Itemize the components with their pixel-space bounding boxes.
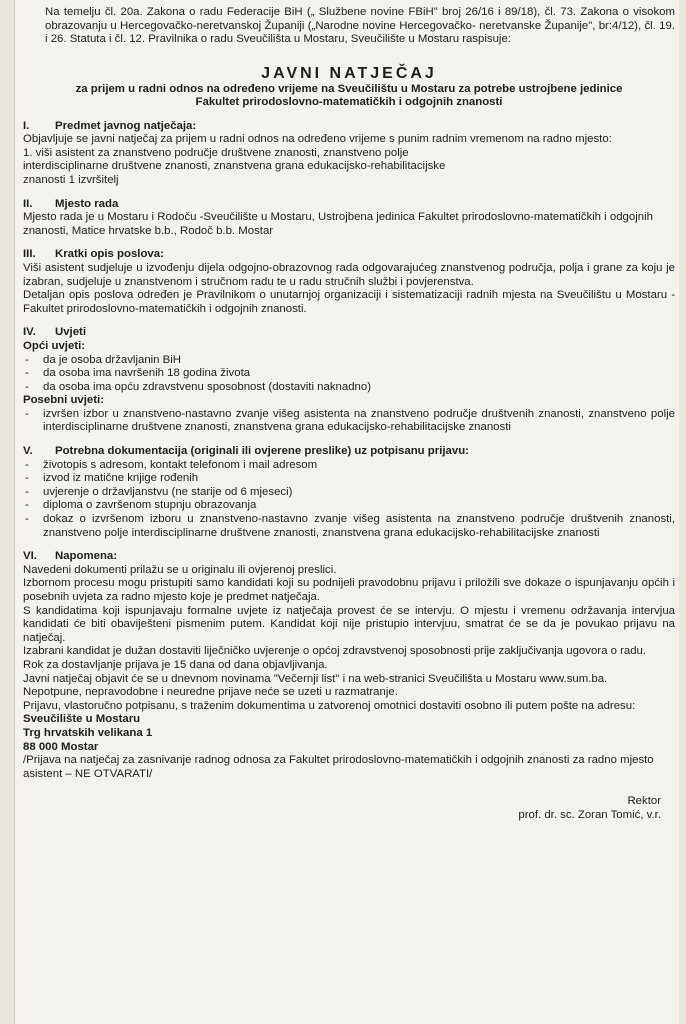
note-paragraph: Navedeni dokumenti prilažu se u originalu ili ovjerenoj preslici. <box>23 563 337 576</box>
note-paragraph: Javni natječaj objavit će se u dnevnom novinama "Večernji list" i na web-stranici Sveučilišta u Mostaru www.sum.ba. <box>23 672 608 685</box>
section-job-description <box>23 248 675 316</box>
note-paragraph: Izabrani kandidat je dužan dostaviti liječničko uvjerenje o općoj zdravstvenoj sposobnosti prije zaključivanja ugovora o radu. <box>23 645 647 658</box>
section-text: Detaljan opis poslova određen je Pravilnikom o unutarnjoj organizaciji i sistematizaciji radnih mjesta na Sveučilištu u Mostaru - Fakultet prirodoslovno-matematičkih i odgojnih znanosti. <box>23 289 675 315</box>
documents-list <box>23 459 675 541</box>
list-item: - dokaz o izvršenom izboru u znanstveno-nastavno zvanje višeg asistenta na znanstveno područje društvenih znanosti, znanstveno polje interdisciplinarne društvene znanosti, znanstvena grana edukacijsko-rehabilitacijske znanosti <box>23 513 675 540</box>
section-title: Predmet javnog natječaja: <box>55 119 197 132</box>
note-paragraph: Rok za dostavljanje prijava je 15 dana od dana objavljivanja. <box>23 658 328 671</box>
newspaper-page <box>14 0 679 1024</box>
section-number: VI. <box>23 550 37 563</box>
section-heading <box>23 550 675 564</box>
announcement-title: JAVNI NATJEČAJ <box>261 64 437 82</box>
note-paragraph: Prijavu, vlastoručno potpisanu, s traženim dokumentima u zatvorenoj omotnici dostaviti osobno ili putem pošte na adresu: <box>23 699 636 712</box>
list-item: - da osoba ima opću zdravstvenu sposobnost (dostaviti naknadno) <box>23 381 675 395</box>
section-number: V. <box>23 445 33 458</box>
envelope-note: /Prijava na natječaj za zasnivanje radnog odnosa za Fakultet prirodoslovno-matematičkih i odgojnih znanosti za radno mjesto asistent – NE OTVARATI/ <box>23 754 654 780</box>
job-announcement <box>23 6 675 823</box>
list-item: - izvod iz matične knjige rođenih <box>23 472 675 486</box>
general-conditions-list <box>23 354 675 395</box>
list-item: - uvjerenje o državljanstvu (ne starije od 6 mjeseci) <box>23 486 675 500</box>
list-item: - izvršen izbor u znanstveno-nastavno zvanje višeg asistenta na znanstveno područje društvenih znanosti, znanstveno polje interdisciplinarne društvene znanosti, znanstvena grana edukacijsko-rehabilitacijske znanosti <box>23 408 675 435</box>
section-subject <box>23 120 675 188</box>
section-documentation <box>23 445 675 540</box>
section-title: Mjesto rada <box>55 197 119 210</box>
section-number: IV. <box>23 326 36 339</box>
special-conditions-label: Posebni uvjeti: <box>23 394 105 407</box>
section-heading <box>23 198 675 212</box>
address-line: Sveučilište u Mostaru <box>23 713 141 726</box>
section-heading <box>23 326 675 340</box>
note-paragraph: Nepotpune, nepravodobne i neuredne prijave neće se uzeti u razmatranje. <box>23 686 398 699</box>
signature-name: prof. dr. sc. Zoran Tomić, v.r. <box>518 808 661 821</box>
intro-paragraph: Na temelju čl. 20a. Zakona o radu Federacije BiH („ Službene novine FBiH" broj 26/16 i 89/18), čl. 73. Zakona o visokom obrazovanju u Hercegovačko-neretvanskoj Županiji („Narodne novine Hercegovačko- neretvanske Županije", br:4/12), čl. 19. i 26. Statuta i čl. 12. Pravilnika o radu Sveučilišta u Mostaru, Sveučilište u Mostaru raspisuje: <box>45 6 675 46</box>
section-title: Potrebna dokumentacija (originali ili ovjerene preslike) uz potpisanu prijavu: <box>55 445 469 458</box>
section-number: I. <box>23 119 30 132</box>
signature-role: Rektor <box>627 795 661 808</box>
section-number: II. <box>23 197 33 210</box>
section-heading <box>23 445 675 459</box>
section-title: Uvjeti <box>55 326 87 339</box>
section-text: Viši asistent sudjeluje u izvođenju dijela odgojno-obrazovnog rada odgovarajućeg znanstvenog područja, polja i grane za koju je izabran, sudjeluje u znanstvenom i stručnom radu te u radu stručnih službi i povjerenstva. <box>23 261 675 288</box>
section-heading <box>23 248 675 262</box>
section-title: Kratki opis poslova: <box>55 248 164 261</box>
section-title: Napomena: <box>55 550 118 563</box>
list-item: - životopis s adresom, kontakt telefonom i mail adresom <box>23 459 675 473</box>
list-item: - diploma o završenom stupnju obrazovanja <box>23 499 675 513</box>
announcement-subtitle: za prijem u radni odnos na određeno vrijeme na Sveučilištu u Mostaru za potrebe ustrojbene jedinice Fakultet prirodoslovno-matematičkih i odgojnih znanosti <box>75 82 623 109</box>
section-location <box>23 198 675 239</box>
general-conditions-label: Opći uvjeti: <box>23 339 86 352</box>
section-conditions <box>23 326 675 435</box>
list-item: - da je osoba državljanin BiH <box>23 354 675 368</box>
section-note <box>23 550 675 781</box>
note-paragraph: Izbornom procesu mogu pristupiti samo kandidati koji su podnijeli pravodobnu prijavu i priložili sve dokaze o ispunjavanju općih i posebnih uvjeta za radno mjesto koje je predmet natječaja. <box>23 577 675 603</box>
note-paragraph: S kandidatima koji ispunjavaju formalne uvjete iz natječaja provest će se intervju. O mjestu i vremenu održavanja intervjua kandidati će biti obaviješteni pismenim putem. Kandidat koji nije pristupio intervjuu, smatrat će se da je povukao prijavu na natječaj. <box>23 604 675 644</box>
section-number: III. <box>23 248 36 261</box>
section-text: Objavljuje se javni natječaj za prijem u radni odnos na određeno vrijeme s punim radnim vremenom na radno mjesto: <box>23 133 612 146</box>
list-item: - da osoba ima navršenih 18 godina života <box>23 367 675 381</box>
section-heading <box>23 120 675 134</box>
section-text: Mjesto rada je u Mostaru i Rodoču -Sveučilište u Mostaru, Ustrojbena jedinica Fakultet prirodoslovno-matematičkih i odgojnih znanosti, Matice hrvatske b.b., Rodoč b.b. Mostar <box>23 211 653 237</box>
special-conditions-list <box>23 408 675 435</box>
signature-block <box>23 795 675 822</box>
address-line: 88 000 Mostar <box>23 740 99 753</box>
address-line: Trg hrvatskih velikana 1 <box>23 726 153 739</box>
position-item: 1. viši asistent za znanstveno područje društvene znanosti, znanstveno polje interdisciplinarne društvene znanosti, znanstvena grana edukacijsko-rehabilitacijske znanosti 1 izvršitelj <box>23 146 446 186</box>
